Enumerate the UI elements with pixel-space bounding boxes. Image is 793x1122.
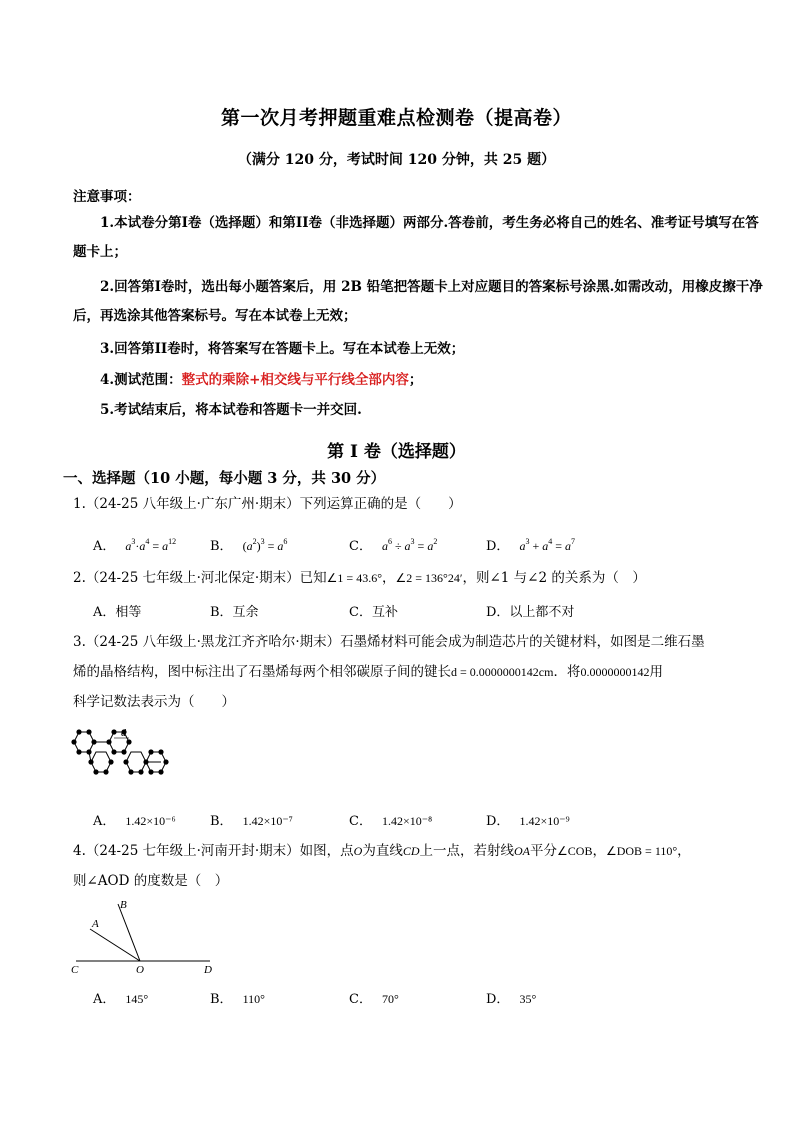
q4-label-b: B: [120, 899, 127, 911]
q1-option-b[interactable]: B． $(a^2)^3 = a^6$: [210, 537, 288, 554]
question-4-line-1: 4.（24-25 七年级上·河南开封·期末）如图，点O为直线CD上一点，若射线OA平分∠COB，∠DOB = 110°，: [73, 843, 691, 859]
section-title: 第 I 卷（选择题）: [327, 442, 466, 462]
note-4: [73, 366, 763, 395]
angle-figure: [68, 896, 218, 976]
question-4-line-2: 则∠AOD 的度数是（ ）: [73, 873, 229, 889]
q2-option-b[interactable]: B．互余: [210, 605, 259, 620]
question-3-line-1: 3.（24-25 八年级上·黑龙江齐齐哈尔·期末）石墨烯材料可能会成为制造芯片的关键材料，如图是二维石墨: [73, 634, 705, 650]
q1-option-b-formula: $(a^2)^3 = a^6$: [242, 537, 288, 553]
q4-option-b[interactable]: B． 110°: [210, 992, 265, 1007]
q1-option-c[interactable]: C． $a^6 \div a^3 = a^2$: [349, 537, 438, 554]
q3-option-a[interactable]: A． 1.42×10⁻⁶: [93, 814, 176, 829]
q1-option-a[interactable]: A． $a^3\cdot a^4 = a^{12}$: [93, 537, 177, 554]
notes-heading: 注意事项：: [73, 189, 141, 205]
q3-option-b[interactable]: B． 1.42×10⁻⁷: [210, 814, 293, 829]
q2-option-d[interactable]: D．以上都不对: [486, 605, 575, 620]
note-5: 5.考试结束后，将本试卷和答题卡一并交回.: [100, 402, 362, 418]
q1-option-a-formula: $a^3\cdot a^4 = a^{12}$: [125, 537, 177, 553]
q4-angle-cob: ∠COB: [557, 844, 593, 858]
page-title: 第一次月考押题重难点检测卷（提高卷）: [220, 107, 572, 129]
note-4-prefix: 4.测试范围：: [100, 372, 182, 388]
question-3-line-3: 科学记数法表示为（ ）: [73, 694, 235, 710]
question-3-line-2: 烯的晶格结构，图中标注出了石墨烯每两个相邻碳原子间的键长d = 0.0000000142cm．将0.0000000142用: [73, 664, 663, 680]
q4-option-c[interactable]: C． 70°: [349, 992, 399, 1007]
q2-option-c[interactable]: C．互补: [349, 605, 398, 620]
q1-option-d-formula: $a^3 + a^4 = a^7$: [519, 537, 575, 553]
q3-number: 0.0000000142: [580, 665, 650, 679]
page-subtitle: （满分 120 分，考试时间 120 分钟，共 25 题）: [237, 152, 556, 168]
graphene-lattice-figure: [68, 728, 178, 776]
q4-label-c: C: [71, 964, 79, 976]
q1-option-c-formula: $a^6 \div a^3 = a^2$: [381, 537, 438, 553]
test-range: 整式的乘除+相交线与平行线全部内容: [181, 372, 409, 388]
q3-figure-label-d: d: [121, 728, 126, 739]
note-3: 3.回答第II卷时，将答案写在答题卡上。写在本试卷上无效；: [100, 341, 465, 357]
note-1: 1.本试卷分第I卷（选择题）和第II卷（非选择题）两部分.答卷前，考生务必将自己的姓名、准考证号填写在答题卡上；: [73, 215, 759, 260]
q4-option-a[interactable]: A． 145°: [93, 992, 149, 1007]
q3-option-c[interactable]: C． 1.42×10⁻⁸: [349, 814, 433, 829]
q4-label-o: O: [136, 964, 144, 976]
question-2-stem: 2.（24-25 七年级上·河北保定·期末）已知∠1 = 43.6°，∠2 = 136°24′，则∠1 与∠2 的关系为（ ）: [73, 570, 646, 586]
q2-angle-1: ∠1 = 43.6°: [326, 571, 382, 585]
q4-angle-dob: ∠DOB = 110°: [605, 844, 678, 858]
q3-bond-length: d = 0.0000000142cm: [451, 665, 554, 679]
q4-label-a: A: [92, 918, 99, 930]
q1-option-d[interactable]: D． $a^3 + a^4 = a^7$: [486, 537, 575, 554]
q3-option-d[interactable]: D． 1.42×10⁻⁹: [486, 814, 570, 829]
part-title: 一、选择题（10 小题，每小题 3 分，共 30 分）: [63, 470, 386, 487]
question-1-stem: 1.（24-25 八年级上·广东广州·期末）下列运算正确的是（ ）: [73, 496, 462, 512]
note-4-suffix: ；: [408, 372, 423, 388]
q2-angle-2: ∠2 = 136°24′: [395, 571, 463, 585]
q4-option-d[interactable]: D． 35°: [486, 992, 537, 1007]
q2-option-a[interactable]: A．相等: [93, 605, 142, 620]
q4-label-d: D: [204, 964, 212, 976]
note-2: 2.回答第I卷时，选出每小题答案后，用 2B 铅笔把答题卡上对应题目的答案标号涂黑.如需改动，用橡皮擦干净后，再选涂其他答案标号。写在本试卷上无效；: [73, 279, 763, 324]
